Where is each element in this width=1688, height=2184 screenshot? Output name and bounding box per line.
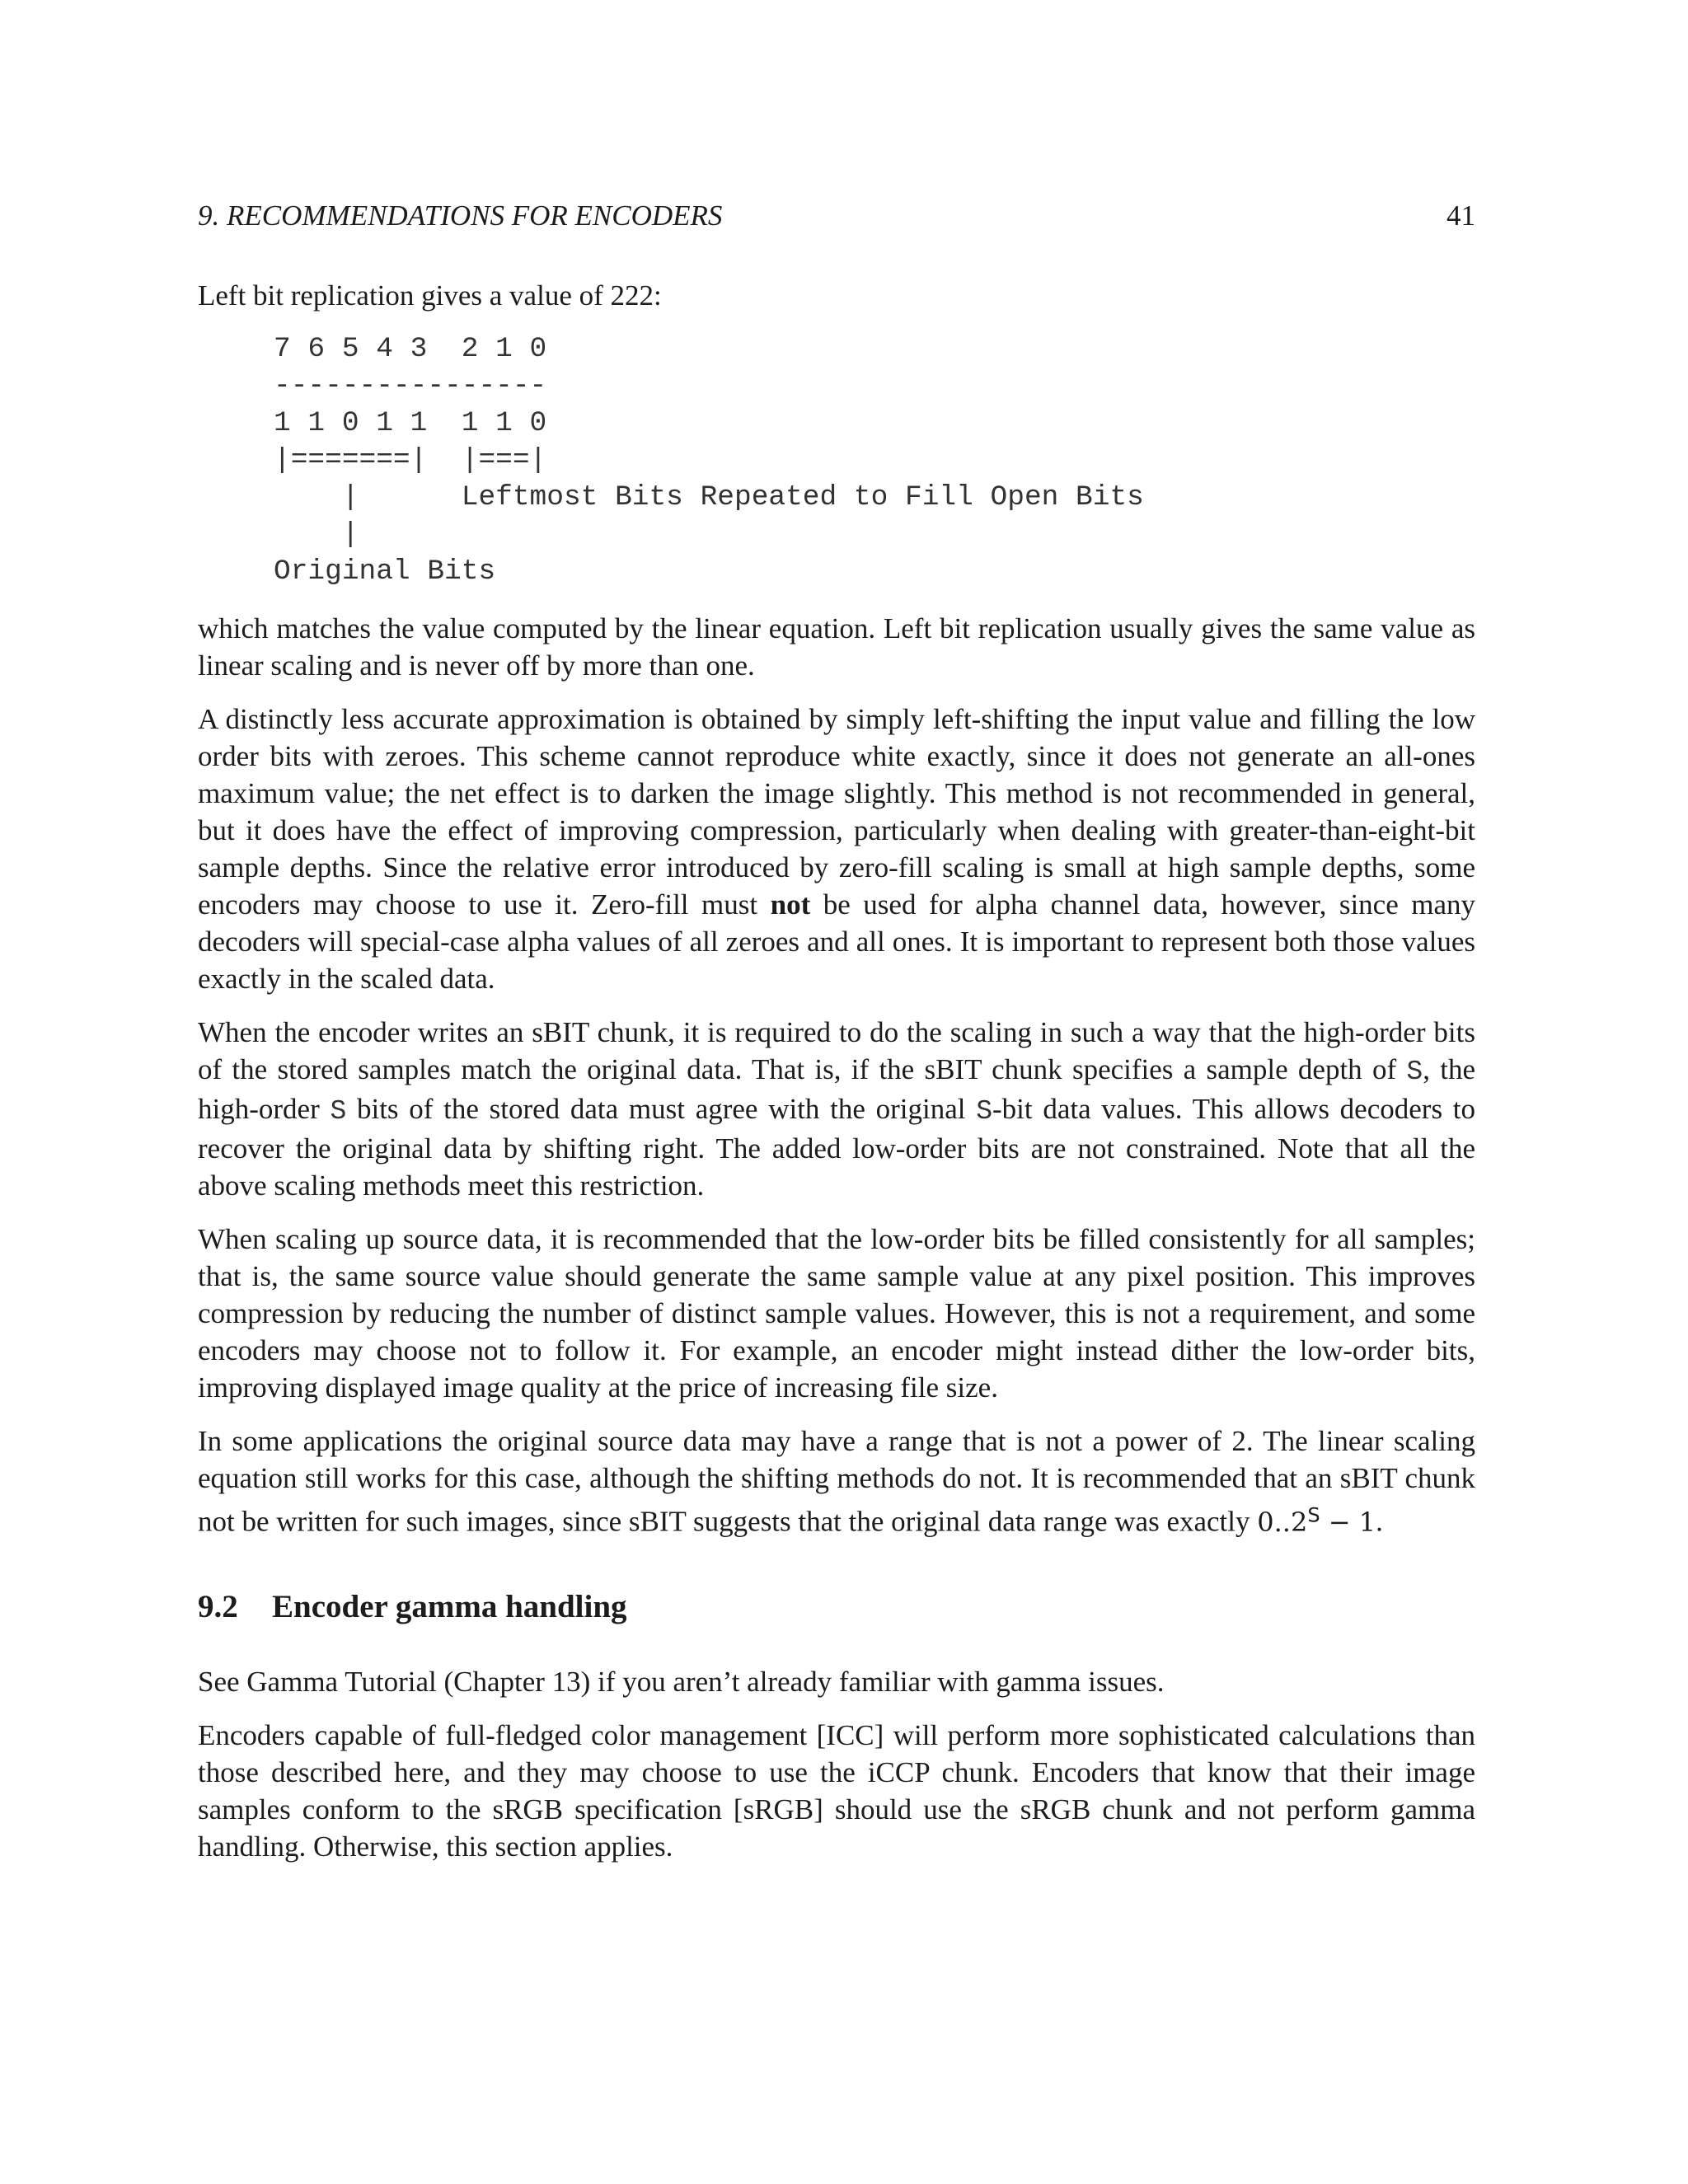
emphasis-not: not bbox=[770, 888, 811, 921]
paragraph-sbit bbox=[198, 1014, 1475, 1204]
paragraph-color-management: Encoders capable of full-fledged color management [ICC] will perform more sophisticated calculations than those described here, and they may choose to use the iCCP chunk. Encoders that know that their image samples conform to the sRGB specification [sRGB] should use the sRGB chunk and not perform gamma handling. Otherwise, this section applies. bbox=[198, 1718, 1475, 1863]
paragraph-zero-fill bbox=[198, 701, 1475, 997]
paragraph-text: When the encoder writes an sBIT chunk, it is required to do the scaling in such a way that the high-order bits of the stored samples match the original data. That is, if the sBIT chunk specifies a sample depth of bbox=[198, 1016, 1475, 1085]
paragraph-non-power-of-two bbox=[198, 1422, 1475, 1541]
section-heading bbox=[198, 1587, 1475, 1627]
page-number: 41 bbox=[1447, 199, 1475, 232]
section-title: Encoder gamma handling bbox=[272, 1588, 627, 1624]
chapter-title: 9. RECOMMENDATIONS FOR ENCODERS bbox=[198, 199, 723, 232]
math-tail: − 1 bbox=[1320, 1506, 1376, 1538]
intro-paragraph: Left bit replication gives a value of 222: bbox=[198, 279, 662, 312]
paragraph-text: In some applications the original source data may have a range that is not a power of 2. The linear scaling equation still works for this case, although the shifting methods do not. It is recommended that an sBIT chunk not be written for such images, since sBIT suggests that the original data range was exactly bbox=[198, 1425, 1475, 1538]
paragraph-consistent-fill: When scaling up source data, it is recommended that the low-order bits be filled consistently for all samples; that is, the same source value should generate the same sample value at any pixel position. This improves compression by reducing the number of distinct sample values. However, this is not a requirement, and some encoders may choose not to follow it. For example, an encoder might instead dither the low-order bits, improving displayed image quality at the price of increasing file size. bbox=[198, 1223, 1475, 1404]
paragraph-linear-match: which matches the value computed by the linear equation. Left bit replication usually gives the same value as linear scaling and is never off by more than one. bbox=[198, 612, 1475, 682]
paragraph-text: -bit data values. This allows decoders to recover the original data by shifting right. The added low-order bits are not constrained. Note that all the above scaling methods meet this restriction. bbox=[198, 1093, 1476, 1202]
paragraph-text: bits of the stored data must agree with the original bbox=[346, 1093, 977, 1125]
paragraph-gamma-tutorial: See Gamma Tutorial (Chapter 13) if you aren’t already familiar with gamma issues. bbox=[198, 1665, 1165, 1698]
paragraph-text: . bbox=[1376, 1505, 1383, 1538]
code-s: S bbox=[330, 1096, 347, 1127]
math-range bbox=[1257, 1503, 1376, 1538]
code-s: S bbox=[976, 1096, 993, 1127]
code-s: S bbox=[1406, 1057, 1423, 1087]
math-base: 0..2 bbox=[1257, 1506, 1308, 1538]
math-exponent: S bbox=[1307, 1503, 1320, 1526]
paragraph-text: , the high-order bbox=[198, 1053, 1475, 1125]
bit-replication-diagram: 7 6 5 4 3 2 1 0 ---------------- 1 1 0 1 1 1 1 0 |=======| |===| | Leftmost Bits Repeated to Fill Open Bits | Original Bits bbox=[274, 333, 1144, 588]
paragraph-text: A distinctly less accurate approximation is obtained by simply left-shifting the input value and filling the low order bits with zeroes. This scheme cannot reproduce white exactly, since it does not generate an all-ones maximum value; the net effect is to darken the image slightly. This method is not recommended in general, but it does have the effect of improving compression, particularly when dealing with greater-than-eight-bit sample depths. Since the relative error introduced by zero-fill scaling is small at high sample depths, some encoders may choose to use it. Zero-fill must bbox=[198, 703, 1475, 921]
section-number: 9.2 bbox=[198, 1588, 238, 1624]
running-header bbox=[198, 198, 1475, 234]
document-page bbox=[198, 198, 1475, 1882]
paragraph-text: be used for alpha channel data, however, since many decoders will special-case alpha values of all zeroes and all ones. It is important to represent both those values exactly in the scaled data. bbox=[198, 888, 1476, 995]
